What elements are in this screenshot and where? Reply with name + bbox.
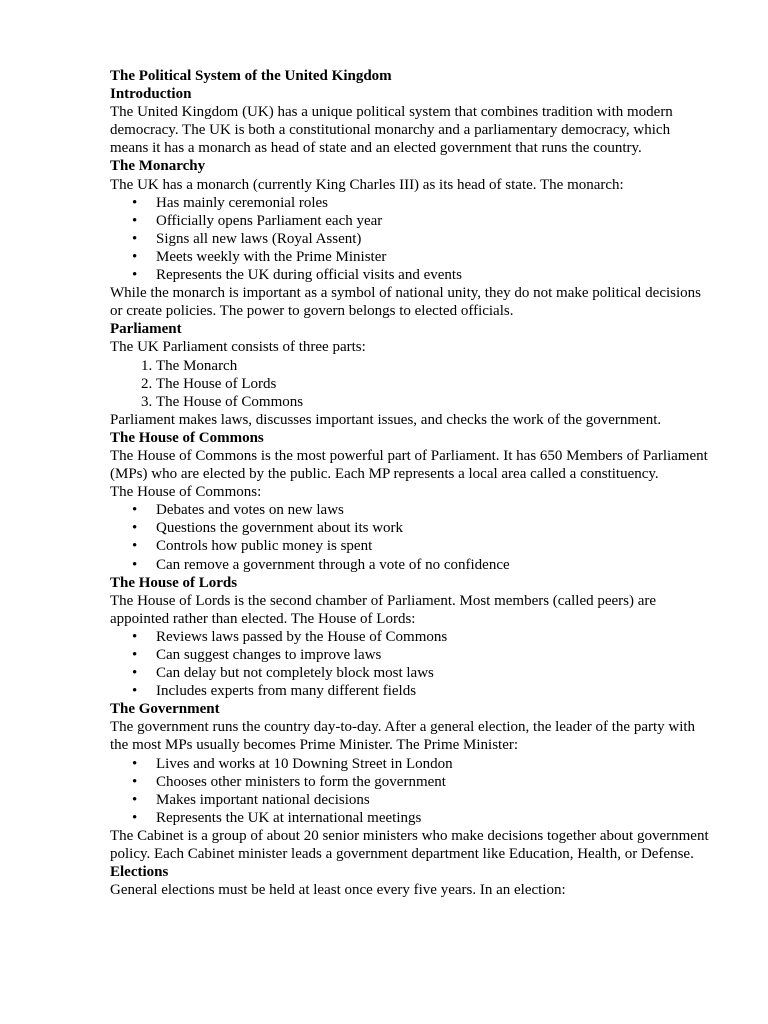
- lords-list: [110, 628, 710, 700]
- parliament-list: [110, 357, 710, 411]
- list-item: • Debates and votes on new laws: [156, 501, 710, 519]
- list-item: • Represents the UK at international meetings: [156, 809, 710, 827]
- commons-list: [110, 501, 710, 573]
- heading-monarchy: The Monarchy: [110, 158, 206, 175]
- list-item: • Can delay but not completely block most laws: [156, 664, 710, 682]
- list-item: • Questions the government about its work: [156, 519, 710, 537]
- paragraph-parliament-outro: Parliament makes laws, discusses important issues, and checks the work of the government.: [110, 411, 662, 428]
- paragraph-commons-intro: The House of Commons is the most powerful part of Parliament. It has 650 Members of Parliament (MPs) who are elected by the public. Each MP represents a local area called a constituency.: [110, 447, 708, 483]
- paragraph-government-intro: The government runs the country day-to-day. After a general election, the leader of the party with the most MPs usually becomes Prime Minister. The Prime Minister:: [110, 719, 696, 754]
- list-item: • Officially opens Parliament each year: [156, 212, 710, 230]
- list-item: • Has mainly ceremonial roles: [156, 194, 710, 212]
- government-list: [110, 755, 710, 827]
- list-item: • Controls how public money is spent: [156, 537, 710, 555]
- heading-parliament: Parliament: [110, 321, 182, 338]
- paragraph-parliament-intro: The UK Parliament consists of three parts:: [110, 339, 366, 356]
- list-item: • Can suggest changes to improve laws: [156, 646, 710, 664]
- list-item: • Can remove a government through a vote of no confidence: [156, 556, 710, 574]
- paragraph-introduction: The United Kingdom (UK) has a unique political system that combines tradition with modern democracy. The UK is both a constitutional monarchy and a parliamentary democracy, which means it has a monarch as head of state and an elected government that runs the country.: [110, 104, 673, 157]
- monarchy-list: [110, 194, 710, 284]
- list-item: 3. The House of Commons: [156, 393, 710, 411]
- list-item: • Meets weekly with the Prime Minister: [156, 248, 710, 266]
- list-item: • Chooses other ministers to form the government: [156, 773, 710, 791]
- heading-house-of-lords: The House of Lords: [110, 574, 238, 591]
- paragraph-lords-intro: The House of Lords is the second chamber of Parliament. Most members (called peers) are appointed rather than elected. The House of Lords:: [110, 592, 657, 627]
- paragraph-elections-intro: General elections must be held at least once every five years. In an election:: [110, 882, 566, 899]
- list-item: • Lives and works at 10 Downing Street in London: [156, 755, 710, 773]
- list-item: • Signs all new laws (Royal Assent): [156, 230, 710, 248]
- document-title: The Political System of the United Kingdom: [110, 68, 392, 84]
- heading-elections: Elections: [110, 864, 169, 881]
- document-page: [110, 67, 710, 899]
- paragraph-monarchy-intro: The UK has a monarch (currently King Charles III) as its head of state. The monarch:: [110, 176, 624, 193]
- paragraph-commons-lead: The House of Commons:: [110, 484, 262, 501]
- list-item: • Represents the UK during official visits and events: [156, 266, 710, 284]
- paragraph-monarchy-outro: While the monarch is important as a symbol of national unity, they do not make political decisions or create policies. The power to govern belongs to elected officials.: [110, 285, 701, 320]
- heading-introduction: Introduction: [110, 86, 192, 103]
- list-item: • Includes experts from many different fields: [156, 682, 710, 700]
- list-item: • Reviews laws passed by the House of Commons: [156, 628, 710, 646]
- list-item: • Makes important national decisions: [156, 791, 710, 809]
- heading-government: The Government: [110, 701, 220, 718]
- heading-house-of-commons: The House of Commons: [110, 429, 264, 446]
- list-item: 1. The Monarch: [156, 357, 710, 375]
- list-item: 2. The House of Lords: [156, 375, 710, 393]
- paragraph-government-outro: The Cabinet is a group of about 20 senior ministers who make decisions together about government policy. Each Cabinet minister leads a government department like Education, Health, or Defense.: [110, 827, 709, 863]
